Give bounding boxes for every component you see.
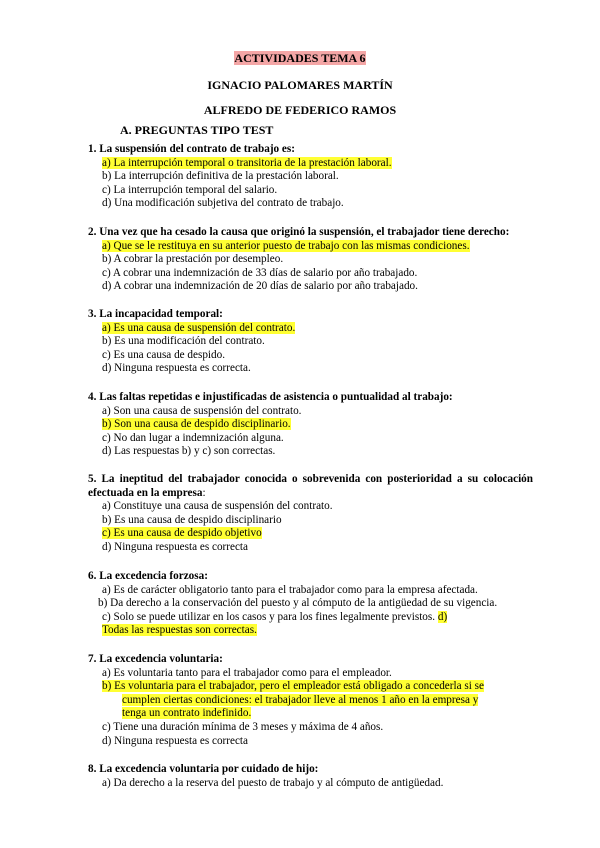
question-7 bbox=[88, 653, 533, 748]
question-8 bbox=[88, 763, 548, 790]
answer-d: d) Ninguna respuesta es correcta bbox=[102, 540, 248, 553]
question-title: 5. La ineptitud del trabajador conocida o sobrevenida con posterioridad a su colocación efectuada en la empresa: bbox=[88, 473, 533, 499]
page-title: ACTIVIDADES TEMA 6 bbox=[234, 51, 366, 65]
answer-b: b) La interrupción definitiva de la prestación laboral. bbox=[102, 170, 339, 183]
answer-a: a) Son una causa de suspensión del contrato. bbox=[102, 404, 302, 417]
question-title: 2. Una vez que ha cesado la causa que originó la suspensión, el trabajador tiene derecho: bbox=[88, 226, 510, 238]
answer-b: b) A cobrar la prestación por desempleo. bbox=[102, 253, 284, 266]
question-title: 3. La incapacidad temporal: bbox=[88, 308, 223, 320]
question-3 bbox=[88, 308, 548, 376]
answer-b-line3: tenga un contrato indefinido. bbox=[122, 707, 252, 720]
author-1: IGNACIO PALOMARES MARTÍN bbox=[207, 78, 393, 92]
answer-c-highlighted: c) Es una causa de despido objetivo bbox=[102, 527, 262, 540]
answer-b: b) Es una causa de despido disciplinario bbox=[102, 513, 282, 526]
answer-b-line2: cumplen ciertas condiciones: el trabajador lleve al menos 1 año en la empresa y bbox=[122, 693, 479, 706]
answer-b: b) Es una modificación del contrato. bbox=[102, 335, 265, 348]
answer-d: d) Las respuestas b) y c) son correctas. bbox=[102, 445, 276, 458]
question-title: 7. La excedencia voluntaria: bbox=[88, 653, 223, 665]
author-2: ALFREDO DE FEDERICO RAMOS bbox=[203, 103, 397, 117]
answer-d: d) Una modificación subjetiva del contrato de trabajo. bbox=[102, 197, 344, 210]
answer-a-highlighted: a) La interrupción temporal o transitoria de la prestación laboral. bbox=[102, 156, 392, 169]
answer-c: c) No dan lugar a indemnización alguna. bbox=[102, 431, 284, 444]
question-5 bbox=[88, 473, 533, 555]
answer-a-highlighted: a) Es una causa de suspensión del contrato. bbox=[102, 321, 296, 334]
answer-a: a) Constituye una causa de suspensión del contrato. bbox=[102, 500, 333, 513]
question-title: 4. Las faltas repetidas e injustificadas de asistencia o puntualidad al trabajo: bbox=[88, 391, 453, 403]
answer-a-highlighted: a) Que se le restituya en su anterior puesto de trabajo con las mismas condiciones. bbox=[102, 239, 470, 252]
answer-c: c) Tiene una duración mínima de 3 meses y máxima de 4 años. bbox=[102, 720, 384, 733]
answer-b-highlighted: b) Son una causa de despido disciplinario. bbox=[102, 418, 291, 431]
answer-a: a) Es voluntaria tanto para el trabajador como para el empleador. bbox=[102, 666, 392, 679]
question-title: 1. La suspensión del contrato de trabajo es: bbox=[88, 143, 295, 155]
answer-c: c) Solo se puede utilizar en los casos y para los fines legalmente previstos. d) bbox=[102, 610, 448, 623]
answer-d: d) Ninguna respuesta es correcta bbox=[102, 734, 248, 747]
answer-d: d) A cobrar una indemnización de 20 días de salario por año trabajado. bbox=[102, 280, 418, 293]
answer-a: a) Es de carácter obligatorio tanto para el trabajador como para la empresa afectada. bbox=[102, 583, 478, 596]
answer-a: a) Da derecho a la reserva del puesto de trabajo y al cómputo de antigüedad. bbox=[102, 776, 444, 789]
answer-d-marker-highlighted: d) bbox=[437, 610, 448, 623]
section-heading: A. PREGUNTAS TIPO TEST bbox=[120, 123, 274, 137]
question-2 bbox=[88, 226, 558, 294]
answer-b-line1: b) Es voluntaria para el trabajador, pero el empleador está obligado a concederla si se bbox=[102, 680, 484, 693]
answer-c: c) Es una causa de despido. bbox=[102, 348, 226, 361]
question-title: 6. La excedencia forzosa: bbox=[88, 570, 208, 582]
answer-c: c) A cobrar una indemnización de 33 días de salario por año trabajado. bbox=[102, 266, 418, 279]
answer-c: c) La interrupción temporal del salario. bbox=[102, 183, 278, 196]
question-title: 8. La excedencia voluntaria por cuidado de hijo: bbox=[88, 763, 319, 775]
answer-d-highlighted: Todas las respuestas son correctas. bbox=[102, 624, 257, 637]
question-4 bbox=[88, 391, 558, 459]
question-1 bbox=[88, 143, 548, 211]
question-6 bbox=[88, 570, 558, 638]
answer-d: d) Ninguna respuesta es correcta. bbox=[102, 362, 251, 375]
answer-b: b) Da derecho a la conservación del puesto y al cómputo de la antigüedad de su vigencia. bbox=[98, 597, 498, 610]
title-line bbox=[0, 52, 600, 66]
